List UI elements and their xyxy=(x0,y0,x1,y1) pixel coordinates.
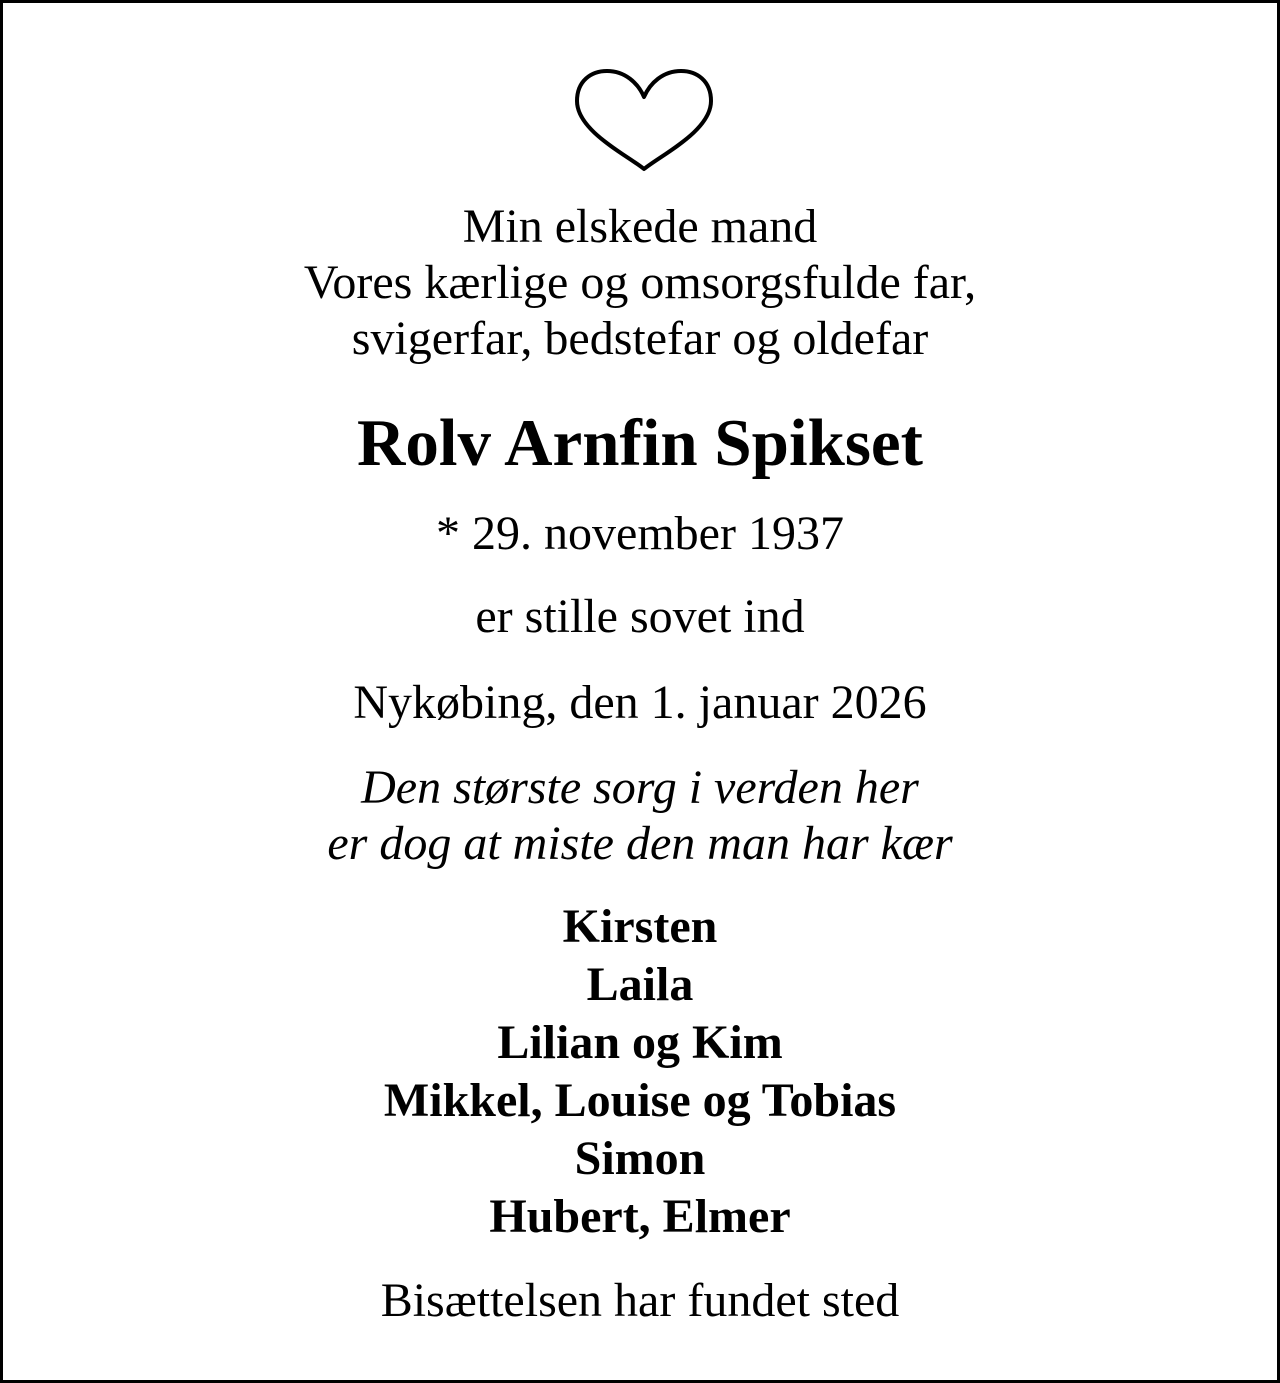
mourner-name: Mikkel, Louise og Tobias xyxy=(383,1074,897,1127)
verse-line: er dog at miste den man har kær xyxy=(327,817,953,870)
heart-outline-icon xyxy=(569,65,719,175)
place-date: Nykøbing, den 1. januar 2026 xyxy=(353,676,927,729)
mourner-name: Simon xyxy=(574,1132,706,1185)
birth-date: * 29. november 1937 xyxy=(436,507,844,560)
verse-line: Den største sorg i verden her xyxy=(361,761,919,814)
intro-line: Vores kærlige og omsorgsfulde far, xyxy=(303,256,977,309)
mourner-name: Lilian og Kim xyxy=(497,1016,783,1069)
intro-line: Min elskede mand xyxy=(462,200,818,253)
intro-line: svigerfar, bedstefar og oldefar xyxy=(351,312,929,365)
mourner-name: Laila xyxy=(586,958,694,1011)
intro-text xyxy=(3,199,1277,367)
deceased-name: Rolv Arnfin Spikset xyxy=(357,406,923,480)
funeral-note: Bisættelsen har fundet sted xyxy=(380,1274,900,1327)
mourner-name: Kirsten xyxy=(562,900,718,953)
verse xyxy=(3,760,1277,872)
passing-text: er stille sovet ind xyxy=(475,590,805,643)
mourners-list xyxy=(3,898,1277,1246)
mourner-name: Hubert, Elmer xyxy=(489,1190,791,1243)
